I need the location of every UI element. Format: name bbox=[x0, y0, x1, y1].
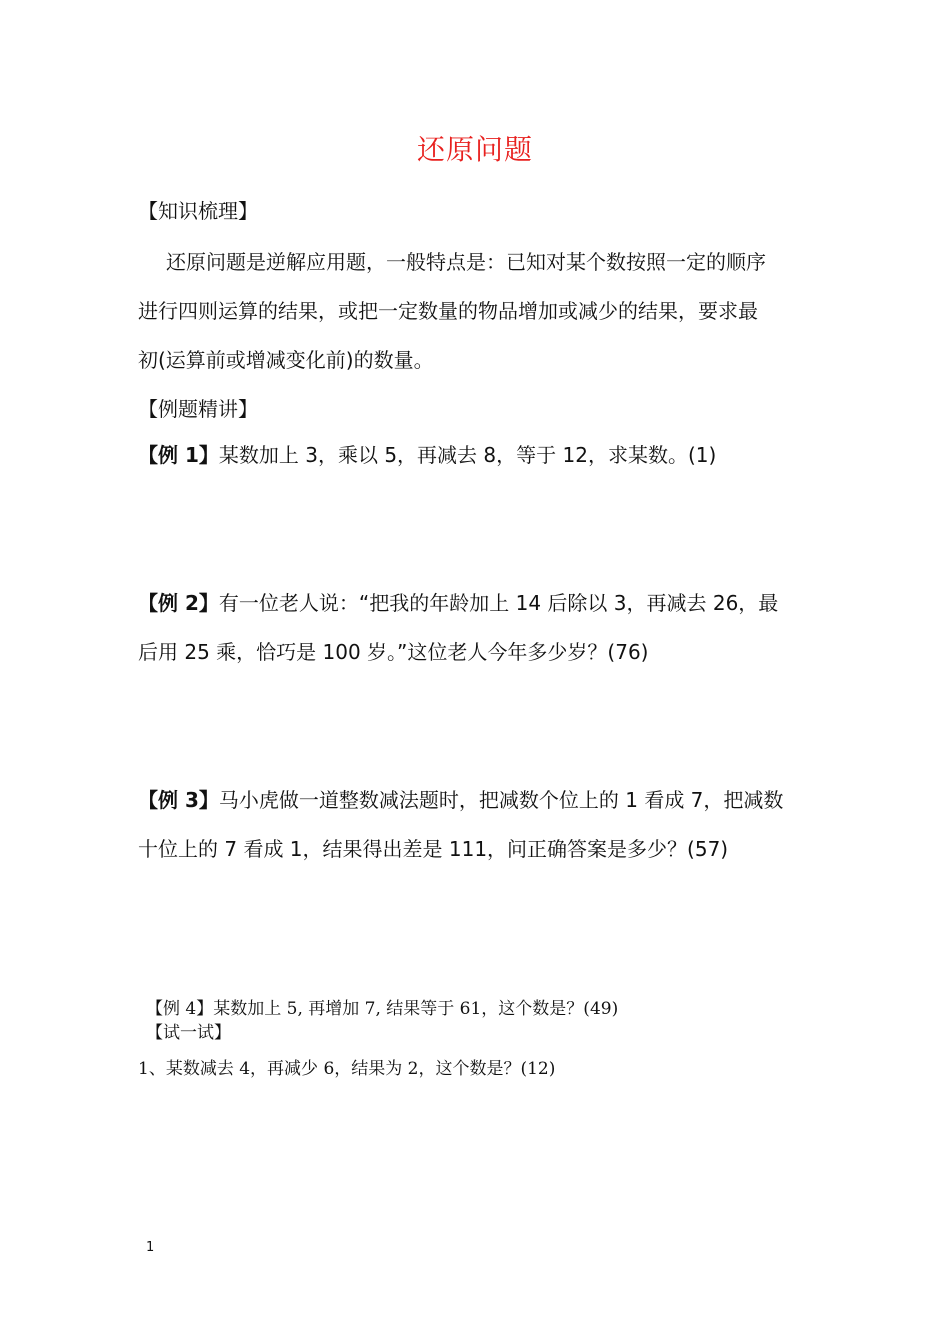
example-3-text-1: 马小虎做一道整数减法题时，把减数个位上的 1 看成 7，把减数 bbox=[218, 788, 784, 812]
examples-heading: 【例题精讲】 bbox=[138, 397, 258, 421]
example-2-line-1 bbox=[138, 588, 778, 618]
example-3-line-1 bbox=[138, 785, 783, 815]
example-2-label: 【例 2】 bbox=[138, 591, 219, 615]
practice-heading: 【试一试】 bbox=[146, 1023, 231, 1043]
knowledge-line-2: 进行四则运算的结果，或把一定数量的物品增加或减少的结果，要求最 bbox=[138, 299, 758, 323]
example-1-label: 【例 1】 bbox=[138, 443, 219, 467]
page-number: 1 bbox=[146, 1240, 155, 1255]
practice-question-1: 1、某数减去 4，再减少 6，结果为 2，这个数是？(12) bbox=[138, 1059, 556, 1079]
example-1-text: 某数加上 3，乘以 5，再减去 8，等于 12，求某数。(1) bbox=[218, 443, 717, 467]
example-2-line-2: 后用 25 乘，恰巧是 100 岁。”这位老人今年多少岁？(76) bbox=[138, 640, 649, 664]
example-2-text-1: 有一位老人说：“把我的年龄加上 14 后除以 3，再减去 26，最 bbox=[218, 591, 779, 615]
example-3-line-2: 十位上的 7 看成 1，结果得出差是 111，问正确答案是多少？(57) bbox=[138, 837, 729, 861]
knowledge-line-1: 还原问题是逆解应用题，一般特点是：已知对某个数按照一定的顺序 bbox=[166, 250, 766, 274]
knowledge-line-3: 初(运算前或增减变化前)的数量。 bbox=[138, 348, 434, 372]
example-4: 【例 4】某数加上 5, 再增加 7, 结果等于 61，这个数是？(49) bbox=[146, 999, 619, 1019]
page-title: 还原问题 bbox=[416, 133, 533, 166]
example-1 bbox=[138, 440, 716, 470]
example-3-label: 【例 3】 bbox=[138, 788, 219, 812]
knowledge-heading: 【知识梳理】 bbox=[138, 199, 258, 223]
